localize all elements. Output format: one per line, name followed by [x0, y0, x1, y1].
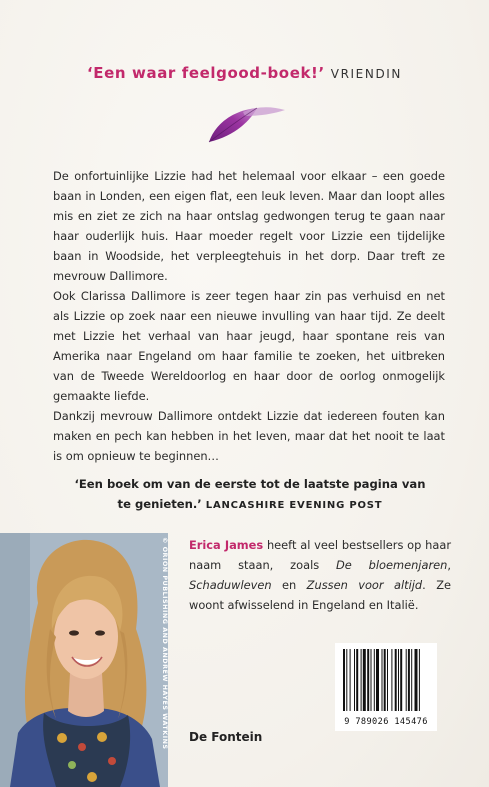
feather-icon: [205, 102, 289, 146]
review: [70, 474, 430, 516]
blurb-paragraph: Dankzij mevrouw Dallimore ontdekt Lizzie dat iedereen fouten kan maken en pech kan hebben in het leven, maar dat het nooit te laat is om opnieuw te beginnen…: [53, 409, 445, 463]
blurb: [53, 166, 445, 466]
book-title: Zussen voor altijd: [306, 578, 423, 592]
barcode-bar: [354, 649, 355, 711]
barcode-bar: [415, 649, 418, 711]
author-bio: Erica James heeft al veel bestsellers op haar naam staan, zoals De bloemenjaren, Schaduwleven en Zussen voor altijd. Ze woont afwisselend in Engeland en Italië.: [189, 538, 451, 612]
author-photo: [0, 533, 168, 787]
review-quote: ‘Een boek om van de eerste tot de laatste pagina van te genieten.’: [74, 477, 426, 511]
barcode-bar: [374, 649, 375, 711]
barcode-bar: [371, 649, 372, 711]
author-name: Erica James: [189, 538, 264, 552]
blurb-paragraph: De onfortuinlijke Lizzie had het helemaal voor elkaar – een goede baan in Londen, een eigen flat, een leuk leven. Maar dan loopt alles mis en ziet ze zich na haar ontslag gedwongen terug te gaan naar haar ouderlijk huis. Haar moeder regelt voor Lizzie een tijdelijke baan in Woodside, het verpleegtehuis in het dorp. Daar treft ze mevrouw Dallimore.: [53, 169, 445, 283]
barcode-bar: [384, 649, 386, 711]
barcode-bar: [363, 649, 366, 711]
barcode-bar: [395, 649, 397, 711]
barcode-bar: [382, 649, 383, 711]
barcode-bar: [406, 649, 407, 711]
barcode: [335, 643, 437, 731]
barcode-bar: [361, 649, 362, 711]
photo-credit: © ORION PUBLISHING AND ANDREW HAYES WATKINS: [161, 537, 169, 750]
publisher: De Fontein: [189, 730, 263, 744]
barcode-bar: [346, 649, 347, 711]
barcode-bar: [387, 649, 388, 711]
barcode-bar: [367, 649, 369, 711]
barcode-bar: [343, 649, 345, 711]
isbn: 9 789026 145476: [344, 717, 428, 727]
tagline: [0, 64, 489, 82]
author-portrait: [0, 533, 168, 787]
barcode-bar: [419, 649, 420, 711]
tagline-quote: ‘Een waar feelgood-boek!’: [87, 64, 325, 82]
barcode-bar: [400, 649, 402, 711]
barcode-bar: [350, 649, 351, 711]
tagline-source: VRIENDIN: [330, 67, 402, 81]
barcode-bar: [376, 649, 379, 711]
book-title: Schaduwleven: [189, 578, 272, 592]
blurb-paragraph: Ook Clarissa Dallimore is zeer tegen haar zin pas verhuisd en net als Lizzie op zoek naar een nieuwe invulling van haar tijd. Ze deelt met Lizzie het verhaal van haar jeugd, haar spontane reis van Amerika naar Engeland om haar familie te zoeken, het uitbreken van de Tweede Wereldoorlog en haar door de oorlog onmogelijk gemaakte liefde.: [53, 289, 445, 403]
barcode-bar: [408, 649, 410, 711]
book-title: De bloemenjaren: [336, 558, 448, 572]
review-source: LANCASHIRE EVENING POST: [205, 500, 383, 511]
barcode-bars: [343, 649, 429, 711]
barcode-bar: [398, 649, 399, 711]
barcode-bar: [411, 649, 412, 711]
barcode-bar: [356, 649, 358, 711]
barcode-bar: [391, 649, 392, 711]
